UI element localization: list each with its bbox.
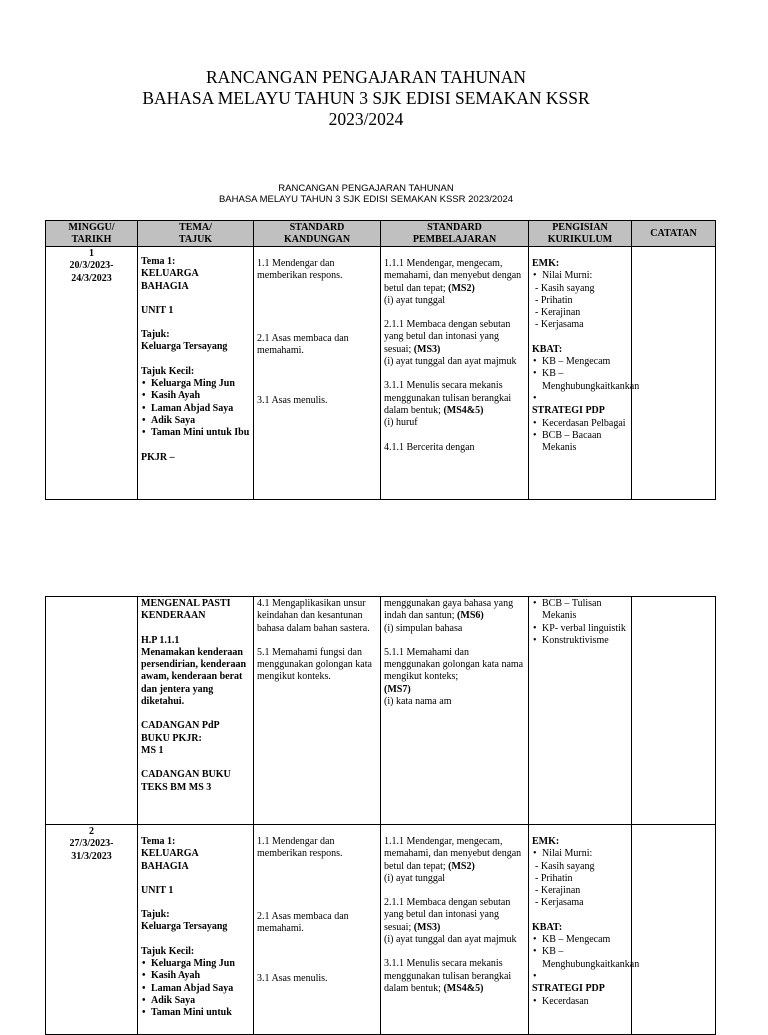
title-line-1: RANCANGAN PENGAJARAN TAHUNAN [205,67,527,87]
cell-standard-pembelajaran-continuation: menggunakan gaya bahasa yang indah dan santun; (MS6) (i) simpulan bahasa 5.1.1 Memahami dan menggunakan golongan kata nama mengikut konteks; (MS7) (i) kata nama am [381,597,529,825]
header-standard-kandungan: STANDARD KANDUNGAN [254,221,381,247]
cell-tema-week-2: Tema 1: KELUARGA BAHAGIA UNIT 1 Tajuk: Keluarga Tersayang Tajuk Kecil: • Keluarga Ming Jun • Kasih Ayah • Laman Abjad Saya • Adik Saya • Taman Mini untuk [138,825,254,1035]
title-line-3: 2023/2024 [328,109,404,129]
caption-line-2: BAHASA MELAYU TAHUN 3 SJK EDISI SEMAKAN KSSR 2023/2024 [218,194,514,205]
cell-catatan-week-2 [632,825,716,1035]
cell-catatan-continuation [632,597,716,825]
cell-week-2: 2 27/3/2023- 31/3/2023 [46,825,138,1035]
cell-standard-kandungan-week-1: 1.1 Mendengar dan memberikan respons. 2.1 Asas membaca dan memahami. 3.1 Asas menulis. [254,247,381,500]
cell-pengisian-kurikulum-week-2: EMK: • Nilai Murni: - Kasih sayang - Prihatin - Kerajinan - Kerjasama KBAT: • KB – Mengecam • KB – Menghubungkaitkankan • STRATEGI PDP • Kecerdasan [529,825,632,1035]
cell-tema-week-1: Tema 1: KELUARGA BAHAGIA UNIT 1 Tajuk: Keluarga Tersayang Tajuk Kecil: • Keluarga Ming Jun • Kasih Ayah • Laman Abjad Saya • Adik Saya • Taman Mini untuk Ibu PKJR – [138,247,254,500]
cell-pengisian-kurikulum-week-1: EMK: • Nilai Murni: - Kasih sayang - Prihatin - Kerajinan - Kerjasama KBAT: • KB – Mengecam • KB – Menghubungkaitkankan • STRATEGI PDP • Kecerdasan Pelbagai • BCB – Bacaan Mekanis [529,247,632,500]
cell-catatan-week-1 [632,247,716,500]
rpt-table-week-2 [45,596,716,1035]
header-catatan: CATATAN [632,221,716,247]
cell-pengisian-kurikulum-continuation: • BCB – Tulisan Mekanis • KP- verbal linguistik • Konstruktivisme [529,597,632,825]
header-minggu: MINGGU/ TARIKH [46,221,138,247]
caption-line-1: RANCANGAN PENGAJARAN TAHUNAN [278,183,454,194]
header-standard-pembelajaran: STANDARD PEMBELAJARAN [381,221,529,247]
table-row-continuation [46,597,716,825]
table-row-week-2 [46,825,716,1035]
cell-tema-continuation: MENGENAL PASTI KENDERAAN H.P 1.1.1 Menamakan kenderaan persendirian, kenderaan awam, kenderaan berat dan jentera yang diketahui. CADANGAN PdP BUKU PKJR: MS 1 CADANGAN BUKU TEKS BM MS 3 [138,597,254,825]
cell-week-1: 1 20/3/2023- 24/3/2023 [46,247,138,500]
page-title [0,67,732,130]
table-caption [0,183,732,205]
header-tema: TEMA/ TAJUK [138,221,254,247]
cell-standard-kandungan-continuation: 4.1 Mengaplikasikan unsur keindahan dan kesantunan bahasa dalam bahan sastera. 5.1 Memahami fungsi dan menggunakan golongan kata mengikut konteks. [254,597,381,825]
tajuk-kecil-list: • Keluarga Ming Jun • Kasih Ayah • Laman Abjad Saya • Adik Saya • Taman Mini untuk Ibu [141,378,250,439]
cell-week-continuation [46,597,138,825]
cell-standard-pembelajaran-week-2: 1.1.1 Mendengar, mengecam, memahami, dan menyebut dengan betul dan tepat; (MS2) (i) ayat tunggal 2.1.1 Membaca dengan sebutan yang betul dan intonasi yang sesuai; (MS3) (i) ayat tunggal dan ayat majmuk 3.1.1 Menulis secara mekanis menggunakan tulisan berangkai dalam bentuk; (MS4&5) [381,825,529,1035]
cell-standard-pembelajaran-week-1: 1.1.1 Mendengar, mengecam, memahami, dan menyebut dengan betul dan tepat; (MS2) (i) ayat tunggal 2.1.1 Membaca dengan sebutan yang betul dan intonasi yang sesuai; (MS3) (i) ayat tunggal dan ayat majmuk 3.1.1 Menulis secara mekanis menggunakan tulisan berangkai dalam bentuk; (MS4&5) (i) huruf 4.1.1 Bercerita dengan [381,247,529,500]
title-line-2: BAHASA MELAYU TAHUN 3 SJK EDISI SEMAKAN KSSR [142,88,590,108]
header-pengisian-kurikulum: PENGISIAN KURIKULUM [529,221,632,247]
table-row-week-1 [46,247,716,500]
rpt-table-week-1 [45,220,716,500]
table-header-row [46,221,716,247]
cell-standard-kandungan-week-2: 1.1 Mendengar dan memberikan respons. 2.1 Asas membaca dan memahami. 3.1 Asas menulis. [254,825,381,1035]
